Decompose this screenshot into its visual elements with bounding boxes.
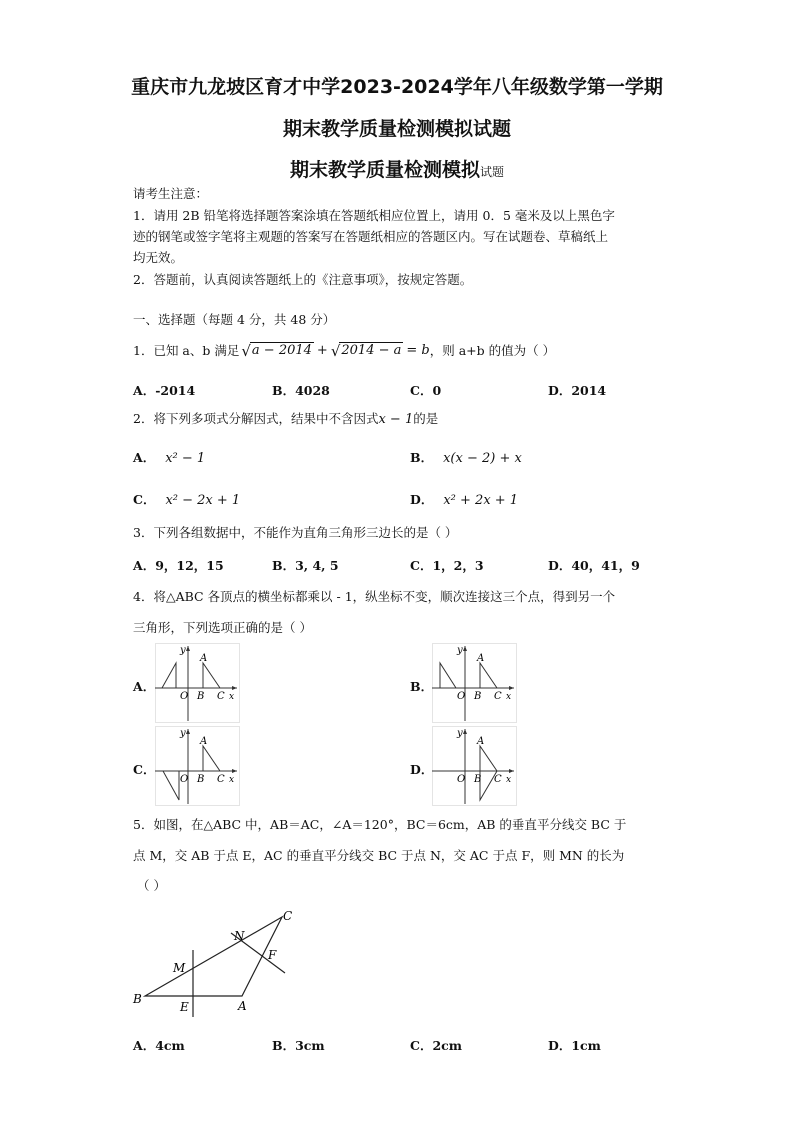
q1-option-a: A．-2014 xyxy=(133,383,196,398)
q4-figure-c xyxy=(155,726,240,806)
q4-figure-b-label-o: O xyxy=(457,691,466,702)
q5-stem-b: 点 M，交 AB 于点 E，AC 的垂直平分线交 BC 于点 N，交 AC 于点 F，则 MN 的长为 xyxy=(133,848,625,863)
q2-option-c xyxy=(133,489,240,508)
q4-figure-d-x-arrow xyxy=(509,769,514,773)
q5-figure xyxy=(125,905,305,1020)
q4-figure-a-x-arrow xyxy=(232,686,237,690)
q1-option-d: D．2014 xyxy=(548,383,607,398)
q5-label-b: B xyxy=(133,992,142,1006)
q4-figure-a-triangle-image xyxy=(162,663,176,688)
q4-figure-b-y-arrow xyxy=(463,646,467,651)
q4-figure-b-label-a: A xyxy=(477,653,485,664)
q1-option-c: C．0 xyxy=(410,383,442,398)
q5-label-f: F xyxy=(268,948,277,962)
q4-figure-c-label-c: C xyxy=(217,774,225,785)
q2-stem xyxy=(133,411,438,428)
q4-figure-a xyxy=(155,643,240,723)
q4-figure-c-label-a: A xyxy=(200,736,208,747)
q2-expr-c: x² − 2x + 1 xyxy=(165,493,241,508)
q4-figure-a-label-o: O xyxy=(180,691,189,702)
q2-stem-a: 2．将下列多项式分解因式，结果中不含因式 xyxy=(133,411,379,426)
q4-label-d: D． xyxy=(410,762,434,777)
notice-item-1a: 1．请用 2B 铅笔将选择题答案涂填在答题纸相应位置上，请用 0．5 毫米及以上黑色字 xyxy=(133,208,615,223)
q4-figure-d-label-x: x xyxy=(506,775,512,785)
q4-stem-b: 三角形，下列选项正确的是（ ） xyxy=(133,620,312,635)
q2-expr-a: x² − 1 xyxy=(165,451,206,466)
q2-expr-d: x² + 2x + 1 xyxy=(443,493,519,508)
q5-label-a: A xyxy=(238,999,247,1013)
q4-figure-c-label-y: y xyxy=(180,728,186,739)
q5-option-c: C．2cm xyxy=(410,1038,462,1053)
q3-option-d: D．40，41，9 xyxy=(548,558,640,573)
q2-label-a: A． xyxy=(133,450,156,465)
q2-label-b: B． xyxy=(410,450,434,465)
q4-figure-c-y-arrow xyxy=(186,729,190,734)
q5-option-a: A．4cm xyxy=(133,1038,185,1053)
q4-figure-a-label-y: y xyxy=(180,645,186,656)
title-line-3-small: 试题 xyxy=(480,165,505,179)
q4-figure-c-label-x: x xyxy=(229,775,235,785)
q4-figure-d-triangle-abc xyxy=(480,746,497,771)
q4-figure-d-label-o: O xyxy=(457,774,466,785)
q4-figure-a-label-b: B xyxy=(197,691,205,702)
q5-option-b: B．3cm xyxy=(272,1038,325,1053)
q2-option-b xyxy=(410,447,522,466)
q2-label-c: C． xyxy=(133,492,156,507)
q4-figure-c-frame xyxy=(156,727,240,806)
q4-figure-b-frame xyxy=(433,644,517,723)
q4-figure-d-label-c: C xyxy=(494,774,502,785)
q1-prefix: 1．已知 a、b 满足 xyxy=(133,342,240,358)
q4-figure-b-label-x: x xyxy=(506,692,512,702)
q4-label-b: B． xyxy=(410,679,434,694)
q1-suffix: ，则 a+b 的值为（ ） xyxy=(429,342,556,358)
q3-stem: 3．下列各组数据中，不能作为直角三角形三边长的是（ ） xyxy=(133,525,458,540)
q4-figure-c-label-o: O xyxy=(180,774,189,785)
q4-figure-d-frame xyxy=(433,727,517,806)
q5-triangle-abc xyxy=(145,917,282,996)
q5-stem-c: （ ） xyxy=(137,878,166,893)
q1-radical-2: 2014 − a xyxy=(341,343,402,358)
q3-option-c: C．1，2，3 xyxy=(410,558,484,573)
q4-figure-a-y-arrow xyxy=(186,646,190,651)
title-line-3 xyxy=(0,155,794,182)
q4-figure-b-x-arrow xyxy=(509,686,514,690)
q2-label-d: D． xyxy=(410,492,434,507)
q1-plus: + xyxy=(316,342,328,358)
q4-figure-c-label-b: B xyxy=(197,774,205,785)
q2-stem-math: x − 1 xyxy=(378,412,414,427)
q4-label-c: C． xyxy=(133,762,156,777)
q4-figure-b-label-y: y xyxy=(457,645,463,656)
q4-figure-b xyxy=(432,643,517,723)
q4-figure-d-y-arrow xyxy=(463,729,467,734)
title-line-1: 重庆市九龙坡区育才中学2023-2024学年八年级数学第一学期 xyxy=(131,76,663,98)
q4-figure-d-label-b: B xyxy=(474,774,482,785)
q1-stem: 1．已知 a、b 满足 √ a − 2014 + √ 2014 − a = b ，则 a+b 的值为（ ） xyxy=(133,341,556,360)
q5-label-c: C xyxy=(283,909,293,923)
q2-option-d xyxy=(410,489,518,508)
q5-label-e: E xyxy=(180,1000,189,1014)
title-line-2: 期末教学质量检测模拟试题 xyxy=(282,118,511,140)
title-line-3-main: 期末教学质量检测模拟 xyxy=(289,159,480,181)
q5-label-m: M xyxy=(173,961,186,975)
q4-figure-b-triangle-image xyxy=(440,663,456,688)
q5-option-d: D．1cm xyxy=(548,1038,601,1053)
q4-label-a: A． xyxy=(133,679,156,694)
q4-figure-a-label-a: A xyxy=(200,653,208,664)
q1-radical-1: a − 2014 xyxy=(251,343,312,358)
q4-figure-a-label-x: x xyxy=(229,692,235,702)
q3-option-b: B．3, 4, 5 xyxy=(272,558,339,573)
q4-figure-b-label-c: C xyxy=(494,691,502,702)
q5-label-n: N xyxy=(234,929,245,943)
notice-item-1c: 均无效。 xyxy=(133,250,184,265)
q4-figure-d-label-a: A xyxy=(477,736,485,747)
q5-stem-a: 5．如图，在△ABC 中，AB＝AC，∠A＝120°，BC＝6cm，AB 的垂直平分线交 BC 于 xyxy=(133,817,627,832)
q2-option-a xyxy=(133,447,205,466)
q4-figure-d-label-y: y xyxy=(457,728,463,739)
q4-figure-b-triangle-abc xyxy=(480,663,497,688)
notice-item-2: 2．答题前，认真阅读答题纸上的《注意事项》，按规定答题。 xyxy=(133,272,473,287)
q4-figure-a-label-c: C xyxy=(217,691,225,702)
q3-option-a: A．9，12，15 xyxy=(133,558,224,573)
q1-option-b: B．4028 xyxy=(272,383,330,398)
section-1-heading: 一、选择题（每题 4 分，共 48 分） xyxy=(133,312,336,327)
q2-expr-b: x(x − 2) + x xyxy=(443,451,522,466)
q1-equals-b: = b xyxy=(406,342,430,358)
q2-stem-b: 的是 xyxy=(413,411,439,426)
q4-figure-a-frame xyxy=(156,644,240,723)
notice-item-1b: 迹的钢笔或签字笔将主观题的答案写在答题纸相应的答题区内。写在试题卷、草稿纸上 xyxy=(133,229,609,244)
q4-figure-a-triangle-abc xyxy=(203,663,220,688)
q4-figure-b-label-b: B xyxy=(474,691,482,702)
q4-figure-c-x-arrow xyxy=(232,769,237,773)
notice-heading: 请考生注意： xyxy=(133,186,209,201)
q4-figure-c-triangle-image xyxy=(163,771,179,800)
q4-figure-c-triangle-abc xyxy=(203,746,220,771)
q4-stem-a: 4．将△ABC 各顶点的横坐标都乘以 - 1，纵坐标不变，顺次连接这三个点，得到另一个 xyxy=(133,589,616,604)
q4-figure-d xyxy=(432,726,517,806)
